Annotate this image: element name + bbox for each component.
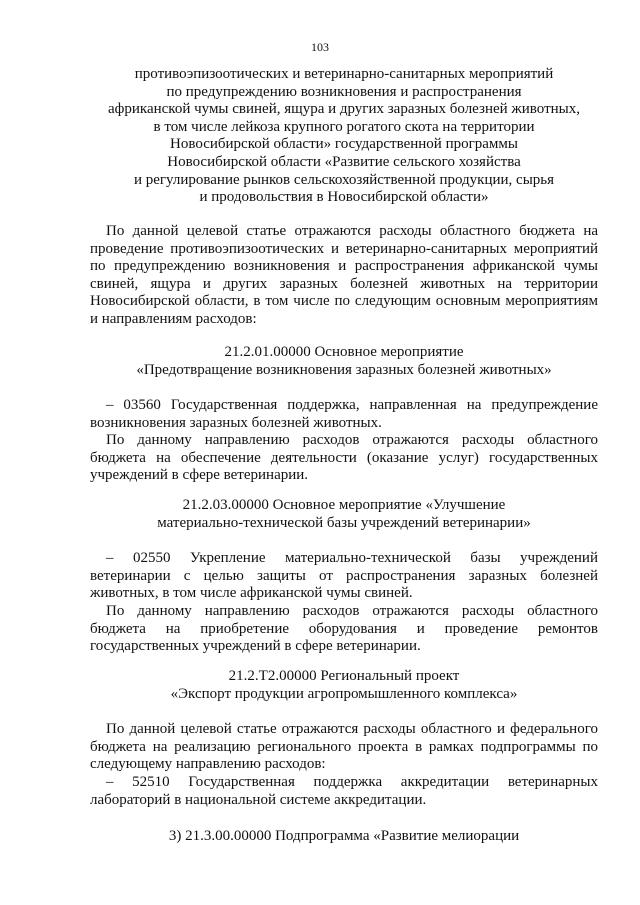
title-line: и регулирование рынков сельскохозяйственной продукции, сырья — [133, 171, 555, 188]
heading-line: «Предотвращение возникновения заразных болезней животных» — [136, 361, 552, 378]
section1-heading — [90, 344, 598, 379]
title-line: Новосибирской области» государственной программы — [170, 136, 518, 153]
heading-line: «Экспорт продукции агропромышленного комплекса» — [170, 685, 518, 702]
heading-line: 21.2.Т2.00000 Региональный проект — [228, 668, 460, 684]
title-line: африканской чумы свиней, ящура и других заразных болезней животных, — [107, 101, 580, 118]
section3-item: – 52510 Государственная поддержка аккредитации ветеринарных лабораторий в национальной системе аккредитации. — [90, 774, 598, 808]
section2-heading — [90, 497, 598, 532]
section1-note: По данному направлению расходов отражаются расходы областного бюджета на обеспечение деятельности (оказание услуг) государственных учреждений в сфере ветеринарии. — [90, 432, 598, 484]
document-title — [90, 66, 598, 207]
section1-item: – 03560 Государственная поддержка, направленная на предупреждение возникновения заразных болезней животных. — [90, 397, 598, 431]
section2-note: По данному направлению расходов отражаются расходы областного бюджета на приобретение оборудования и проведение ремонтов государственных учреждений в сфере ветеринарии. — [90, 603, 598, 655]
title-line: и продовольствия в Новосибирской области» — [199, 189, 489, 206]
title-line: в том числе лейкоза крупного рогатого скота на территории — [153, 118, 535, 135]
subprogram-heading: 3) 21.3.00.00000 Подпрограмма «Развитие мелиорации — [168, 828, 520, 844]
heading-line: 21.2.01.00000 Основное мероприятие — [224, 344, 464, 360]
section3-heading — [90, 668, 598, 703]
heading-line: 21.2.03.00000 Основное мероприятие «Улучшение — [182, 497, 506, 513]
title-line: по предупреждению возникновения и распространения — [166, 83, 522, 100]
section2-item: – 02550 Укрепление материально-технической базы учреждений ветеринарии с целью защиты от распространения заразных болезней животных, в том числе африканской чумы свиней. — [90, 550, 598, 602]
page-number: 103 — [311, 40, 329, 54]
title-line: противоэпизоотических и ветеринарно-санитарных мероприятий — [134, 66, 554, 82]
heading-line: материально-технической базы учреждений ветеринарии» — [157, 514, 531, 531]
section3-paragraph: По данной целевой статье отражаются расходы областного и федерального бюджета на реализацию регионального проекта в рамках подпрограммы по следующему направлению расходов: — [90, 721, 598, 773]
title-line: Новосибирской области «Развитие сельского хозяйства — [167, 153, 521, 170]
intro-paragraph: По данной целевой статье отражаются расходы областного бюджета на проведение противоэпизоотических и ветеринарно-санитарных мероприятий по предупреждению возникновения и распространения африканской чумы свиней, ящура и других заразных болезней животных на территории Новосибирской области, в том числе по следующим основным мероприятиям и направлениям расходов: — [90, 223, 598, 327]
